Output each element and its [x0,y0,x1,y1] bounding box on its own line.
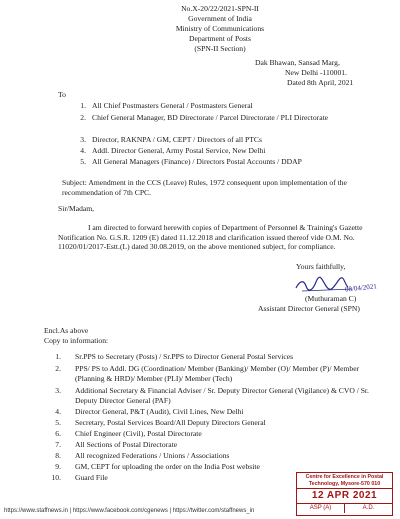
item-number: 4. [55,407,61,416]
item-text: All Chief Postmasters General / Postmasters General [92,101,253,110]
body-paragraph: I am directed to forward herewith copies of Department of Personnel & Training's Gazette Notification No. G.S.R. 1209 (E) dated 11.12.2018 and clarification issued thereof vide O.M. No. 11020/01/2017-Estt.(L) dated 30.08.2019, on the above mentioned subject, for compliance. [58,223,363,252]
signature-date-note: 08/04/2021 [344,282,378,294]
item-number: 6. [55,429,61,438]
item-number: 2. [55,364,61,373]
item-number: 4. [80,146,86,155]
stamp-footer-row [297,503,392,513]
footer-links: https://www.staffnews.in | https://www.facebook.com/cgenews | https://twitter.com/staffnews_in [4,508,255,514]
item-number: 7. [55,440,61,449]
address-line-2: New Delhi -110001. [285,68,347,77]
item-text: GM, CEPT for uploading the order on the India Post website [75,462,260,471]
address-line-1: Dak Bhawan, Sansad Marg, [255,58,340,67]
stamp-left-cell: ASP (A) [309,505,332,511]
to-label: To [58,90,66,99]
item-number: 8. [55,451,61,460]
item-text: Chief General Manager, BD Directorate / Parcel Directorate / PLI Directorate [92,113,329,122]
enclosure-note: Encl.As above [44,326,89,335]
item-text: All General Managers (Finance) / Directors Postal Accounts / DDAP [92,157,302,166]
item-number: 2. [80,113,86,122]
letter-date: Dated 8th April, 2021 [287,78,354,87]
item-text: Additional Secretary & Financial Adviser / Sr. Deputy Director General (Vigilance) & CVO / Sr. Deputy Director General (PAF) [75,386,369,405]
item-text: Secretary, Postal Services Board/All Deputy Directors General [75,418,266,427]
item-text: All recognized Federations / Unions / Associations [75,451,230,460]
yours-faithfully: Yours faithfully, [296,262,346,271]
item-number: 3. [55,386,61,395]
signatory-name: (Muthuraman C) [305,294,357,303]
receipt-stamp [296,472,393,516]
item-number: 5. [80,157,86,166]
department-line: Department of Posts [188,34,251,43]
item-text: Director General, P&T (Audit), Civil Lines, New Delhi [75,407,244,416]
copy-to-label: Copy to information: [44,336,109,345]
item-text: Addl. Director General, Army Postal Service, New Delhi [92,146,266,155]
file-number: No.X-20/22/2021-SPN-II [181,4,259,13]
section-line: (SPN-II Section) [194,44,246,53]
ministry-line: Ministry of Communications [175,24,265,33]
item-number: 3. [80,135,86,144]
government-line: Government of India [188,14,252,23]
item-text: Sr.PPS to Secretary (Posts) / Sr.PPS to Director General Postal Services [75,352,294,361]
item-text: PPS/ PS to Addl. DG (Coordination/ Member (Banking)/ Member (O)/ Member (P)/ Member (Planning & HRD)/ Member (PLI)/ Member (Tech) [75,364,360,383]
item-text: Guard File [75,473,108,482]
item-text: Director, RAKNPA / GM, CEPT / Directors of all PTCs [92,135,262,144]
item-text: All Sections of Postal Directorate [75,440,178,449]
item-text: Chief Engineer (Civil), Postal Directorate [75,429,202,438]
item-number: 1. [55,352,61,361]
item-number: 5. [55,418,61,427]
item-number: 9. [55,462,61,471]
stamp-date: 12 APR 2021 [311,490,378,501]
item-number: 1. [80,101,86,110]
stamp-right-cell: A.D. [344,504,392,513]
salutation: Sir/Madam, [58,204,95,213]
stamp-header: Centre for Excellence in Postal Technology, Mysore-570 010 [297,473,392,489]
signatory-designation: Assistant Director General (SPN) [258,304,360,313]
item-number: 10. [51,473,61,482]
subject-line: Subject: Amendment in the CCS (Leave) Rules, 1972 consequent upon implementation of the recommendation of 7th CPC. [62,178,347,197]
